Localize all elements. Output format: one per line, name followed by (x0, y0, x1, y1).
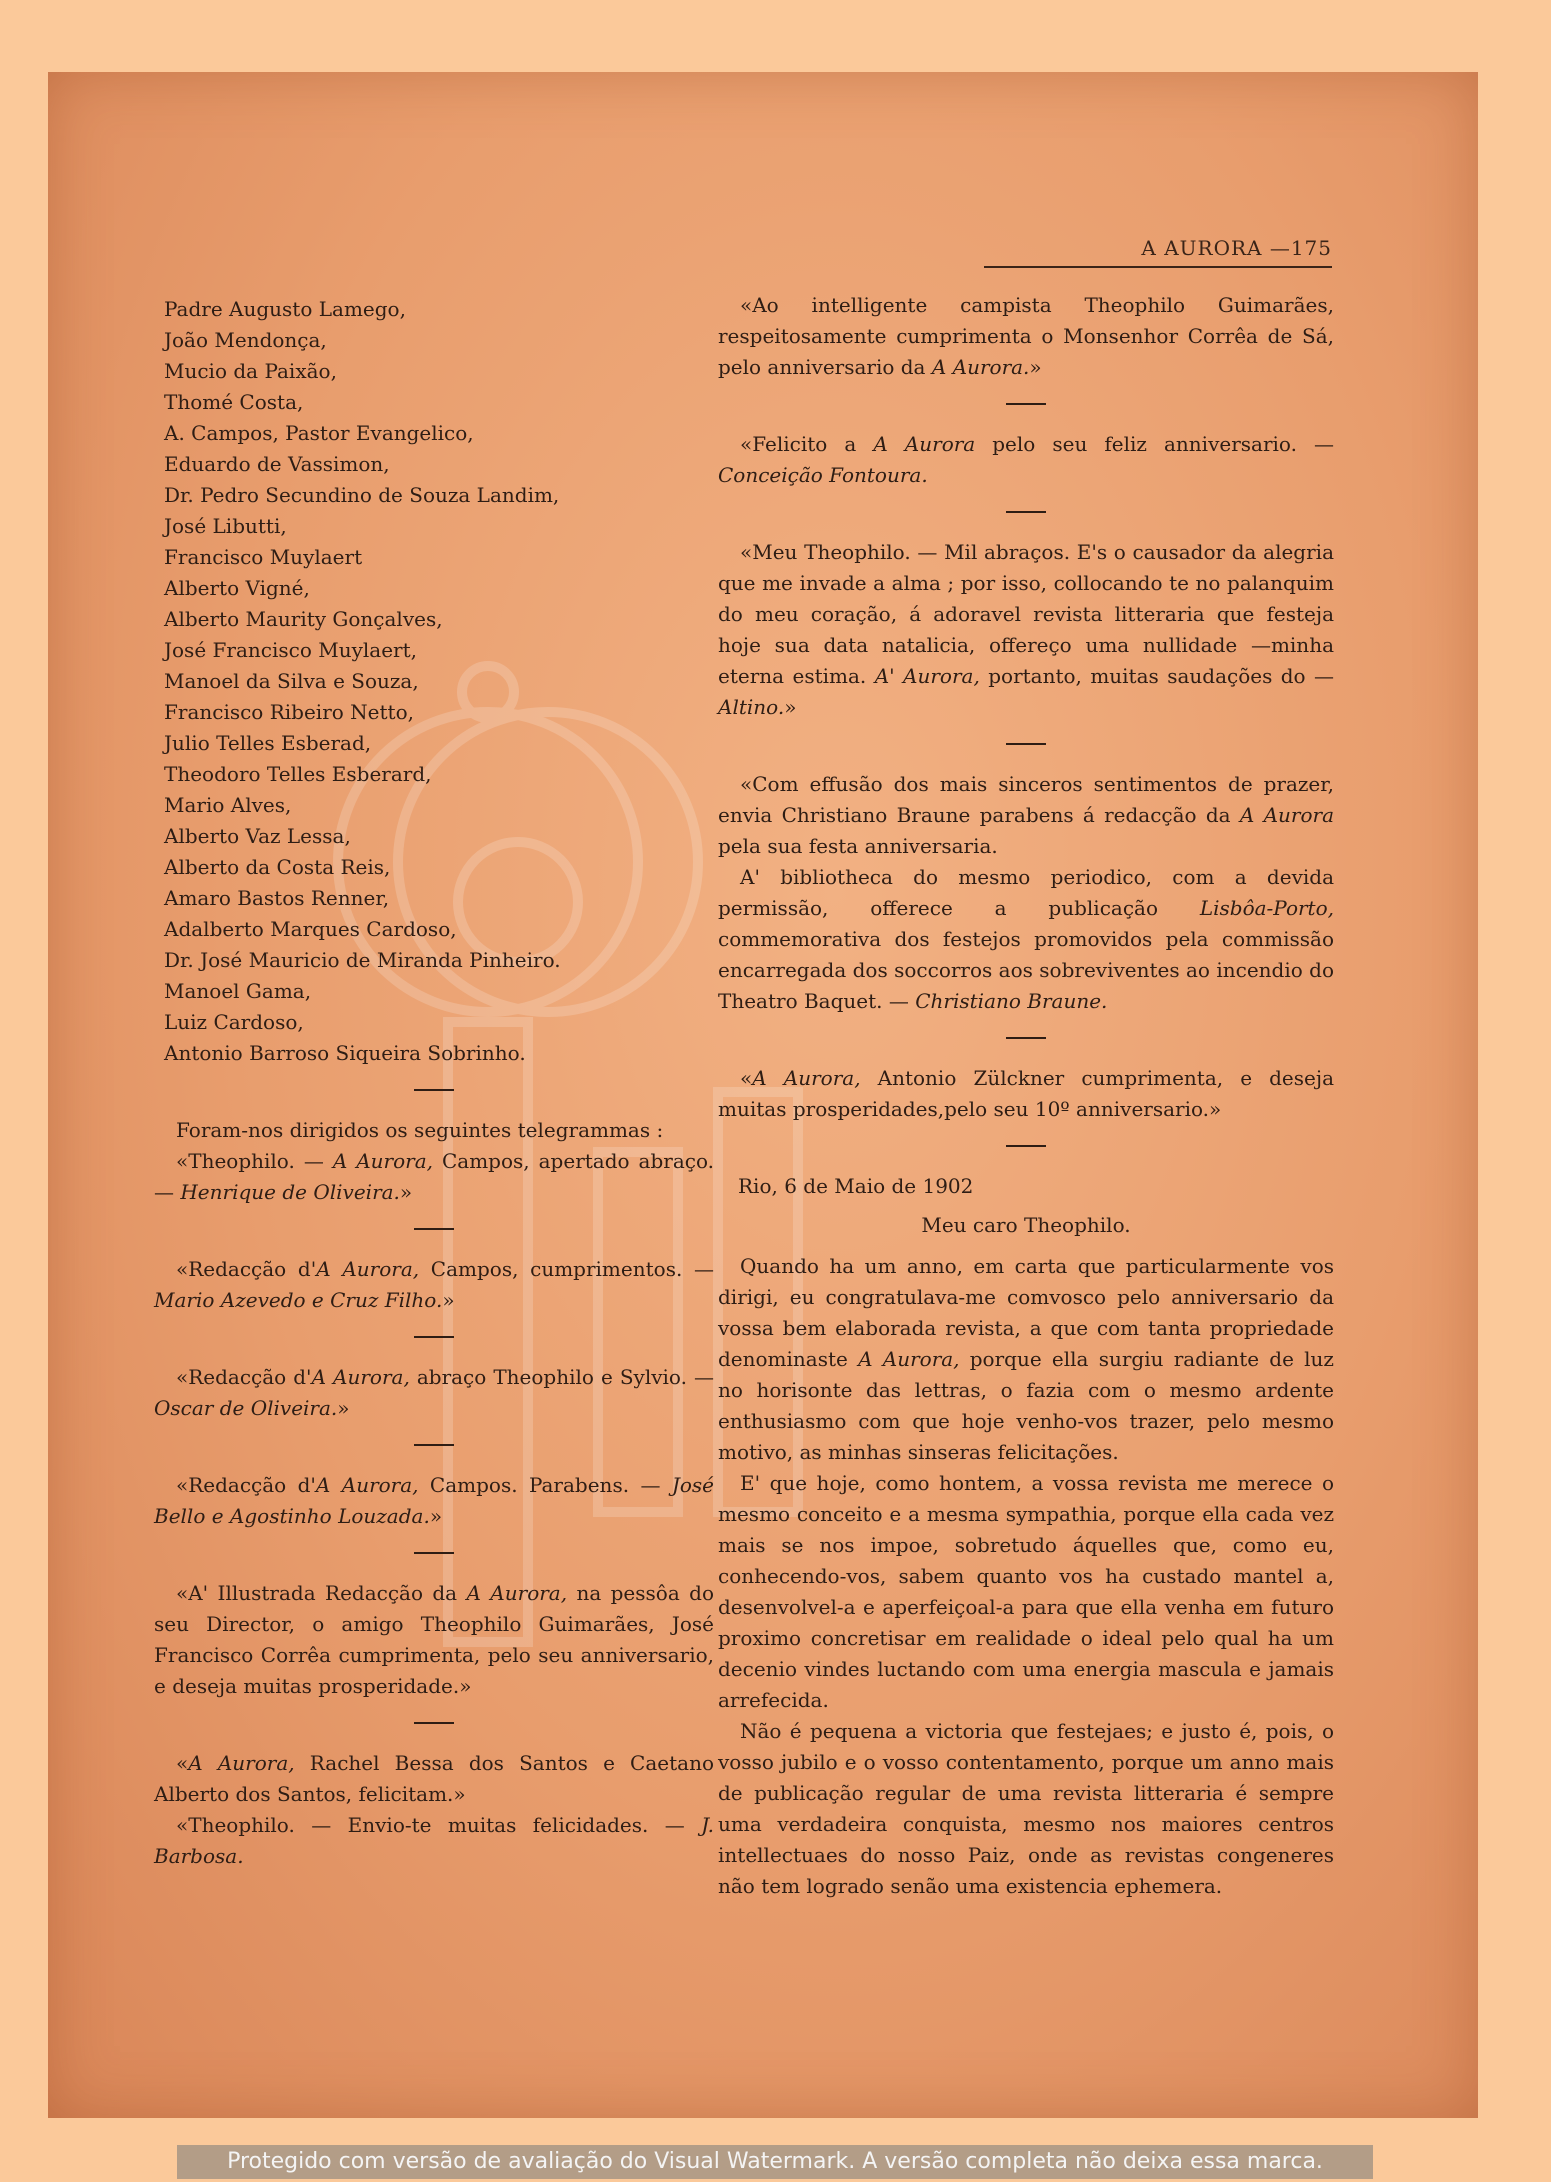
list-item: Alberto da Costa Reis, (164, 855, 391, 879)
separator-rule (414, 1444, 454, 1446)
list-item: José Libutti, (164, 514, 287, 538)
letter-date: Rio, 6 de Maio de 1902 (738, 1174, 974, 1198)
list-item: Alberto Maurity Gonçalves, (164, 607, 443, 631)
separator-rule (414, 1228, 454, 1230)
list-item: Luiz Cardoso, (164, 1010, 304, 1034)
separator-rule (1006, 743, 1046, 745)
telegram-7: «Theophilo. — Envio-te muitas felicidades. — J. Barbosa. (154, 1813, 714, 1868)
telegram-3: «Redacção d'A Aurora, abraço Theophilo e Sylvio. — Oscar de Oliveira.» (154, 1365, 714, 1420)
telegram-intro: Foram-nos dirigidos os seguintes telegrammas : (176, 1118, 664, 1142)
message-2: «Felicito a A Aurora pelo seu feliz anniversario. — Conceição Fontoura. (718, 432, 1334, 487)
telegram-4: «Redacção d'A Aurora, Campos. Parabens. — José Bello e Agostinho Louzada.» (154, 1473, 715, 1528)
name-list (154, 294, 714, 1069)
list-item: João Mendonça, (164, 328, 327, 352)
list-item: Antonio Barroso Siqueira Sobrinho. (164, 1041, 526, 1065)
list-item: José Francisco Muylaert, (164, 638, 417, 662)
list-item: Eduardo de Vassimon, (164, 452, 390, 476)
list-item: Thomé Costa, (164, 390, 304, 414)
list-item: Alberto Vaz Lessa, (164, 824, 351, 848)
running-head: A AURORA —175 (984, 236, 1332, 268)
separator-rule (414, 1336, 454, 1338)
list-item: Mario Alves, (164, 793, 292, 817)
message-4: «Com effusão dos mais sinceros sentimentos de prazer, envia Christiano Braune parabens á redacção da A Aurora pela sua festa anniversaria. (718, 772, 1335, 858)
list-item: A. Campos, Pastor Evangelico, (164, 421, 474, 445)
list-item: Amaro Bastos Renner, (164, 886, 390, 910)
list-item: Francisco Muylaert (164, 545, 363, 569)
list-item: Manoel Gama, (164, 979, 312, 1003)
separator-rule (1006, 403, 1046, 405)
separator-rule (1006, 1145, 1046, 1147)
list-item: Manoel da Silva e Souza, (164, 669, 419, 693)
message-5: A' bibliotheca do mesmo periodico, com a devida permissão, offerece a publicação Lisbôa-Porto, commemorativa dos festejos promovidos pela commissão encarregada dos soccorros aos sobreviventes ao incendio do Theatro Baquet. — Christiano Braune. (718, 865, 1334, 1013)
separator-rule (414, 1089, 454, 1091)
list-item: Padre Augusto Lamego, (164, 297, 406, 321)
telegram-2: «Redacção d'A Aurora, Campos, cumprimentos. — Mario Azevedo e Cruz Filho.» (154, 1257, 714, 1312)
letter-salutation: Meu caro Theophilo. (921, 1213, 1131, 1237)
list-item: Dr. Pedro Secundino de Souza Landim, (164, 483, 560, 507)
message-3: «Meu Theophilo. — Mil abraços. E's o causador da alegria que me invade a alma ; por isso, collocando te no palanquim do meu coração, á adoravel revista litteraria que festeja hoje sua data natalicia, offereço uma nullidade —minha eterna estima. A' Aurora, portanto, muitas saudações do — Altino.» (718, 540, 1334, 719)
telegram-6: «A Aurora, Rachel Bessa dos Santos e Caetano Alberto dos Santos, felicitam.» (154, 1751, 715, 1806)
list-item: Julio Telles Esberad, (164, 731, 372, 755)
right-column (718, 290, 1334, 1902)
list-item: Francisco Ribeiro Netto, (164, 700, 414, 724)
letter-paragraph-1: Quando ha um anno, em carta que particularmente vos dirigi, eu congratulava-me comvosco pelo anniversario da vossa bem elaborada revista, a que com tanta propriedade denominaste A Aurora, porque ella surgiu radiante de luz no horisonte das lettras, o fazia com o mesmo ardente enthusiasmo com que hoje venho-vos trazer, pelo mesmo motivo, as minhas sinseras felicitações. (718, 1254, 1334, 1464)
letter-paragraph-3: Não é pequena a victoria que festejaes; e justo é, pois, o vosso jubilo e o vosso contentamento, porque um anno mais de publicação regular de uma revista litteraria é sempre uma verdadeira conquista, mesmo nos maiores centros intellectuaes do nosso Paiz, onde as revistas congeneres não tem logrado senão uma existencia ephemera. (718, 1719, 1334, 1898)
message-1: «Ao intelligente campista Theophilo Guimarães, respeitosamente cumprimenta o Monsenhor Corrêa de Sá, pelo anniversario da A Aurora.» (718, 293, 1334, 379)
list-item: Dr. José Mauricio de Miranda Pinheiro. (164, 948, 561, 972)
telegram-5: «A' Illustrada Redacção da A Aurora, na pessôa do seu Director, o amigo Theophilo Guimarães, José Francisco Corrêa cumprimenta, pelo seu anniversario, e deseja muitas prosperidade.» (154, 1581, 714, 1698)
separator-rule (1006, 1037, 1046, 1039)
list-item: Adalberto Marques Cardoso, (164, 917, 457, 941)
list-item: Alberto Vigné, (164, 576, 310, 600)
left-column (154, 294, 714, 1872)
message-6: «A Aurora, Antonio Zülckner cumprimenta, e deseja muitas prosperidades,pelo seu 10º anniversario.» (718, 1066, 1334, 1121)
watermark-notice: Protegido com versão de avaliação do Visual Watermark. A versão completa não deixa essa marca. (177, 2145, 1373, 2179)
separator-rule (414, 1552, 454, 1554)
letter-paragraph-2: E' que hoje, como hontem, a vossa revista me merece o mesmo conceito e a mesma sympathia, porque ella cada vez mais se nos impoe, sobretudo áquelles que, como eu, conhecendo-vos, sabem quanto vos ha custado mantel a, desenvolvel-a e aperfeiçoal-a para que ella venha em futuro proximo concretisar em realidade o ideal pelo qual ha um decenio vindes luctando com uma energia mascula e jamais arrefecida. (718, 1471, 1334, 1712)
separator-rule (414, 1722, 454, 1724)
separator-rule (1006, 511, 1046, 513)
telegram-1: «Theophilo. — A Aurora, Campos, apertado abraço. — Henrique de Oliveira.» (154, 1149, 714, 1204)
list-item: Theodoro Telles Esberard, (164, 762, 432, 786)
scanned-page (48, 72, 1478, 2118)
list-item: Mucio da Paixão, (164, 359, 337, 383)
